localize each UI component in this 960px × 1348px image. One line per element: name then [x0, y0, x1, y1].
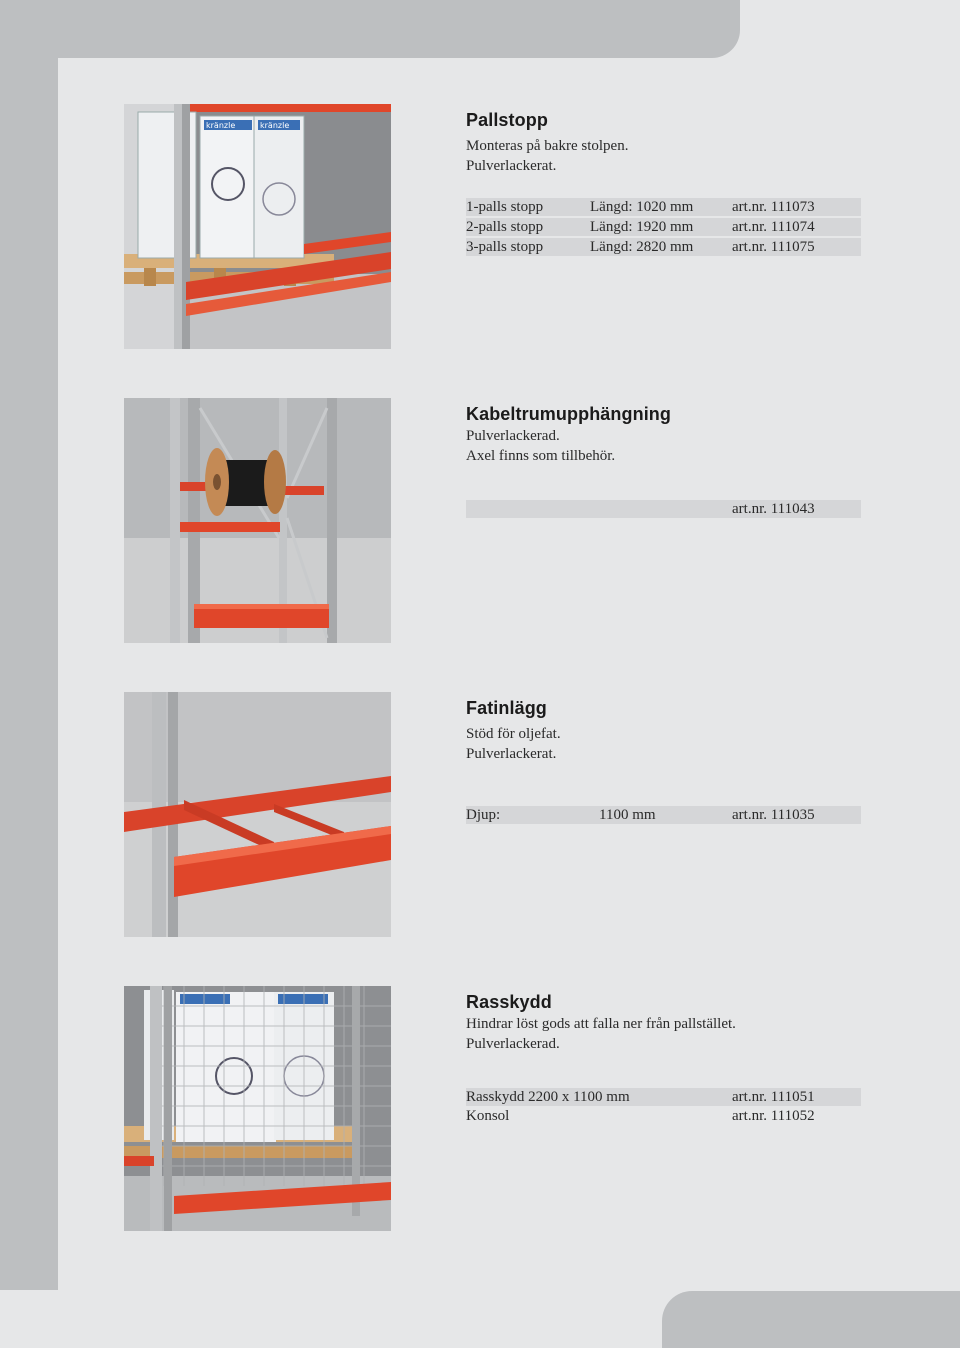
- description-line: Pulverlackerad.: [466, 428, 560, 444]
- box-brand-label: kränzle: [206, 121, 236, 130]
- section-title: Kabeltrumupphängning: [466, 404, 671, 424]
- bottom-decor-tab: [662, 1291, 960, 1348]
- row-article-number: art.nr. 111051: [732, 1089, 815, 1105]
- table-row: [466, 1107, 861, 1125]
- article-table: [466, 806, 861, 824]
- section-title: Pallstopp: [466, 110, 548, 130]
- row-article-number: art.nr. 111052: [732, 1108, 815, 1124]
- row-length: Längd: 2820 mm: [590, 239, 694, 255]
- section-description: [466, 427, 861, 466]
- article-table: [466, 198, 861, 256]
- section-description: [466, 725, 861, 764]
- table-row: [466, 238, 861, 256]
- rasskydd-photo: [124, 986, 391, 1231]
- table-row: [466, 500, 861, 518]
- row-article-number: art.nr. 111074: [732, 219, 815, 235]
- section-title: Fatinlägg: [466, 698, 547, 718]
- article-table: [466, 1088, 861, 1125]
- pallstopp-photo: [124, 104, 391, 349]
- description-line: Pulverlackerat.: [466, 745, 557, 762]
- table-row: [466, 1088, 861, 1106]
- description-line: Pulverlackerat.: [466, 157, 557, 174]
- table-row: [466, 218, 861, 236]
- section-description: [466, 137, 861, 176]
- row-name: 3-palls stopp: [466, 239, 544, 255]
- pallstopp-section: [466, 108, 861, 255]
- row-depth: 1100 mm: [599, 807, 656, 823]
- fatinlagg-section: [466, 696, 861, 823]
- row-name: Konsol: [466, 1108, 510, 1124]
- row-article-number: art.nr. 111035: [732, 807, 815, 823]
- description-line: Monteras på bakre stolpen.: [466, 138, 629, 154]
- description-line: Stöd för oljefat.: [466, 726, 561, 742]
- table-row: [466, 806, 861, 824]
- row-name: 2-palls stopp: [466, 219, 544, 235]
- row-article-number: art.nr. 111075: [732, 239, 815, 255]
- box-brand-label: kränzle: [260, 121, 290, 130]
- row-name: Rasskydd 2200 x 1100 mm: [466, 1089, 630, 1105]
- table-row: [466, 198, 861, 216]
- description-line: Pulverlackerad.: [466, 1035, 560, 1052]
- article-table: [466, 500, 861, 518]
- top-decor-band: [0, 0, 740, 58]
- kabeltrum-photo: [124, 398, 391, 643]
- description-line: Hindrar löst gods att falla ner från pallstället.: [466, 1016, 736, 1032]
- row-name: Djup:: [466, 807, 501, 823]
- rasskydd-section: [466, 990, 861, 1124]
- left-decor-band: [0, 0, 58, 1290]
- row-article-number: art.nr. 111073: [732, 199, 815, 215]
- row-name: 1-palls stopp: [466, 199, 544, 215]
- fatinlagg-photo: [124, 692, 391, 937]
- row-article-number: art.nr. 111043: [732, 501, 815, 517]
- description-line: Axel finns som tillbehör.: [466, 447, 616, 464]
- section-description: [466, 1015, 861, 1054]
- row-length: Längd: 1020 mm: [590, 199, 694, 215]
- section-title: Rasskydd: [466, 992, 552, 1012]
- row-length: Längd: 1920 mm: [590, 219, 694, 235]
- kabeltrum-section: [466, 402, 861, 517]
